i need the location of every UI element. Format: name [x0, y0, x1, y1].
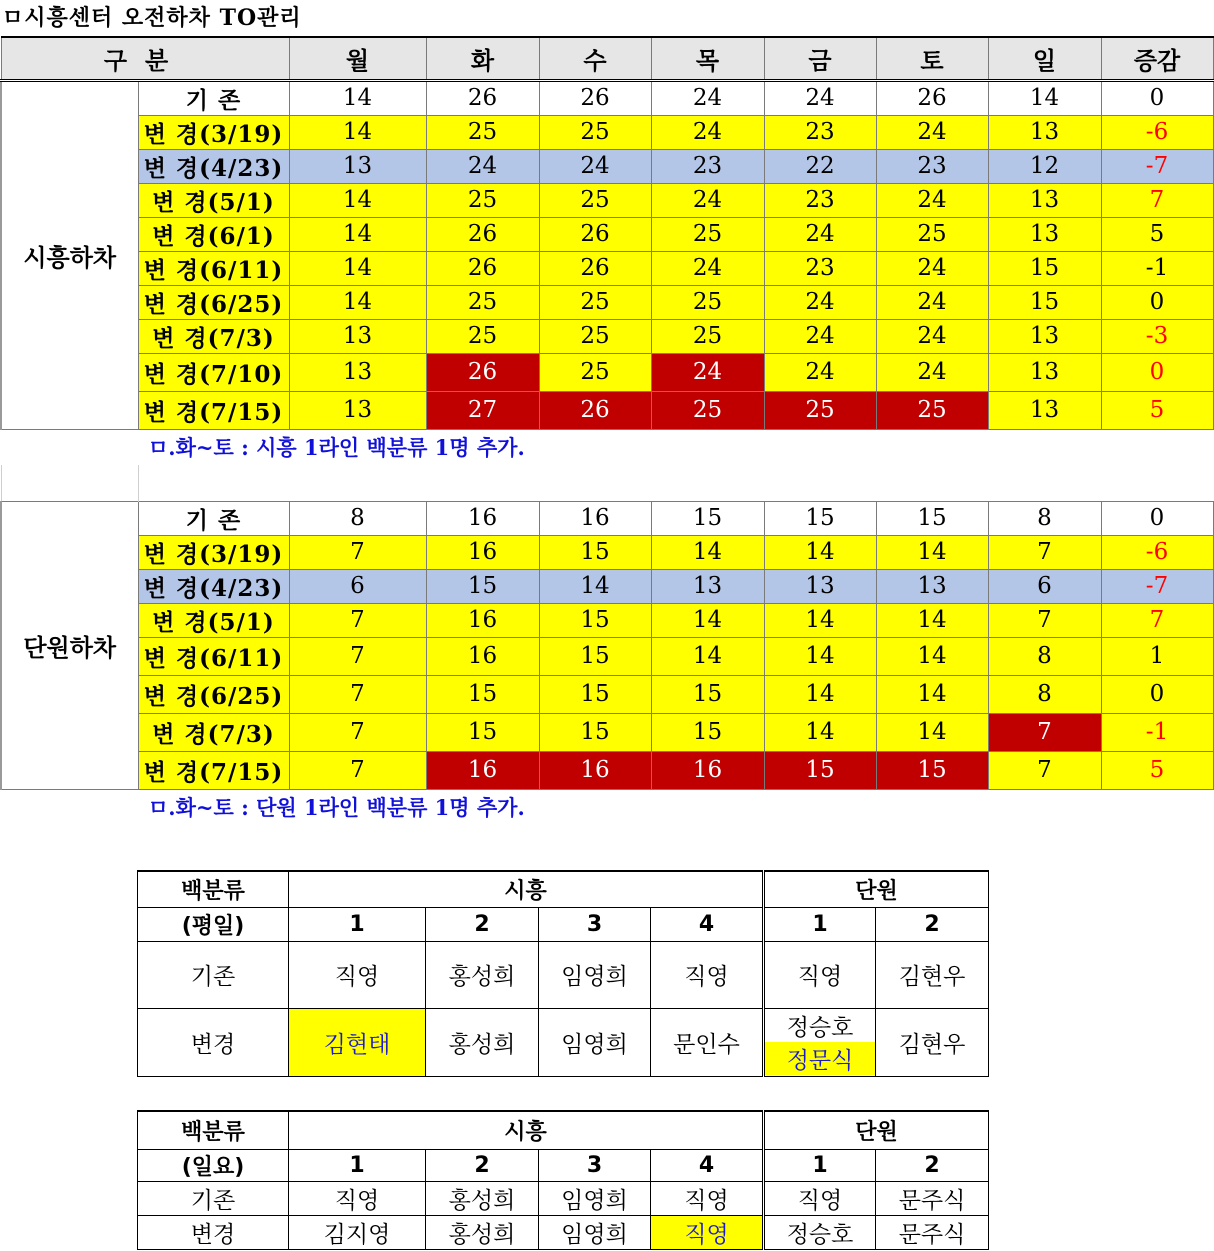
sunday-sorting-table [137, 1110, 989, 1250]
delta-cell: -6 [1101, 115, 1213, 149]
row-label: 변 경(7/10) [138, 353, 289, 391]
name-cell: 문주식 [876, 1215, 989, 1249]
table-row-highlighted [1, 391, 1213, 429]
table-row [138, 941, 989, 1008]
name-cell: 직영 [651, 941, 764, 1008]
delta-cell: -1 [1101, 713, 1213, 751]
value-cell: 15 [651, 713, 764, 751]
name-cell: 임영희 [539, 1181, 651, 1215]
value-cell: 13 [289, 319, 426, 353]
value-cell: 24 [764, 353, 876, 391]
group-label-siheung: 시흥하차 [1, 80, 138, 429]
line-number: 3 [539, 907, 651, 941]
name-cell: 임영희 [539, 1215, 651, 1249]
value-cell: 8 [988, 675, 1101, 713]
value-cell: 26 [426, 251, 539, 285]
table-row-highlighted [1, 353, 1213, 391]
value-cell: 15 [988, 251, 1101, 285]
row-label: 변 경(7/3) [138, 713, 289, 751]
row-label: 변 경(4/23) [138, 149, 289, 183]
header-day-sat: 토 [876, 37, 988, 80]
value-cell: 24 [876, 319, 988, 353]
value-cell: 15 [651, 501, 764, 535]
value-cell: 14 [289, 217, 426, 251]
value-cell: 25 [764, 391, 876, 429]
delta-cell: 0 [1101, 285, 1213, 319]
name-cell: 직영 [651, 1215, 764, 1249]
name-cell: 정승호 [786, 1015, 854, 1041]
name-cell: 문주식 [876, 1181, 989, 1215]
value-cell: 25 [539, 115, 651, 149]
value-cell: 7 [988, 751, 1101, 789]
value-cell: 14 [651, 535, 764, 569]
value-cell: 14 [289, 80, 426, 115]
value-cell: 13 [988, 391, 1101, 429]
value-cell: 14 [764, 603, 876, 637]
value-cell: 13 [876, 569, 988, 603]
value-cell: 23 [876, 149, 988, 183]
value-cell: 16 [426, 535, 539, 569]
value-cell: 24 [764, 319, 876, 353]
value-cell: 13 [988, 183, 1101, 217]
value-cell: 14 [651, 637, 764, 675]
value-cell: 24 [651, 80, 764, 115]
value-cell: 15 [876, 751, 988, 789]
delta-cell: 5 [1101, 751, 1213, 789]
value-cell: 7 [988, 535, 1101, 569]
delta-cell: 0 [1101, 501, 1213, 535]
value-cell: 15 [539, 637, 651, 675]
delta-cell: 1 [1101, 637, 1213, 675]
value-cell: 16 [426, 637, 539, 675]
delta-cell: -6 [1101, 535, 1213, 569]
value-cell: 23 [651, 149, 764, 183]
header-day-mon: 월 [289, 37, 426, 80]
name-cell: 임영희 [539, 941, 651, 1008]
table-row [138, 1008, 989, 1076]
table-head-line1: 백분류 [138, 871, 289, 907]
header-gubun: 구분 [1, 37, 289, 80]
value-cell: 14 [988, 80, 1101, 115]
value-cell: 26 [426, 80, 539, 115]
value-cell: 16 [426, 501, 539, 535]
value-cell: 14 [289, 183, 426, 217]
value-cell: 14 [764, 637, 876, 675]
value-cell: 24 [876, 115, 988, 149]
value-cell: 15 [426, 569, 539, 603]
value-cell: 24 [876, 353, 988, 391]
value-cell: 26 [539, 80, 651, 115]
table-row [138, 1181, 989, 1215]
table-row [1, 80, 1213, 115]
name-cell: 김현우 [876, 1008, 989, 1076]
value-cell: 16 [539, 501, 651, 535]
delta-cell: 7 [1101, 603, 1213, 637]
value-cell: 25 [426, 285, 539, 319]
value-cell: 7 [289, 675, 426, 713]
value-cell: 14 [289, 285, 426, 319]
value-cell: 24 [539, 149, 651, 183]
value-cell: 13 [289, 391, 426, 429]
note-row [1, 429, 1213, 465]
delta-cell: -7 [1101, 149, 1213, 183]
weekday-sorting-table [137, 870, 989, 1077]
value-cell: 14 [876, 675, 988, 713]
value-cell: 14 [289, 251, 426, 285]
delta-cell: 0 [1101, 353, 1213, 391]
row-label: 기 존 [138, 501, 289, 535]
value-cell: 24 [764, 80, 876, 115]
value-cell: 8 [988, 501, 1101, 535]
value-cell: 14 [764, 713, 876, 751]
value-cell: 25 [539, 285, 651, 319]
header-day-sun: 일 [988, 37, 1101, 80]
line-number: 1 [289, 1149, 426, 1181]
value-cell: 23 [764, 115, 876, 149]
row-label: 변 경(5/1) [138, 183, 289, 217]
value-cell: 7 [289, 637, 426, 675]
value-cell: 15 [539, 535, 651, 569]
page-title: ㅁ시흥센터 오전하차 TO관리 [2, 5, 302, 31]
value-cell: 14 [876, 535, 988, 569]
header-change: 증감 [1101, 37, 1213, 80]
value-cell: 24 [876, 183, 988, 217]
delta-cell: 0 [1101, 675, 1213, 713]
value-cell: 15 [764, 501, 876, 535]
value-cell: 14 [764, 675, 876, 713]
value-cell: 7 [289, 713, 426, 751]
group-head-siheung: 시흥 [289, 871, 764, 907]
line-number: 2 [426, 1149, 539, 1181]
delta-cell: -7 [1101, 569, 1213, 603]
table-row [138, 1215, 989, 1249]
table-row [1, 569, 1213, 603]
value-cell: 8 [289, 501, 426, 535]
value-cell: 25 [539, 353, 651, 391]
delta-cell: -3 [1101, 319, 1213, 353]
value-cell: 22 [764, 149, 876, 183]
value-cell: 25 [426, 319, 539, 353]
row-label: 변 경(6/1) [138, 217, 289, 251]
table-row [1, 149, 1213, 183]
group-head-danwon: 단원 [764, 1111, 989, 1149]
value-cell: 14 [876, 603, 988, 637]
value-cell: 15 [539, 603, 651, 637]
header-day-thu: 목 [651, 37, 764, 80]
row-label: 변 경(5/1) [138, 603, 289, 637]
value-cell: 13 [988, 217, 1101, 251]
name-cell: 임영희 [539, 1008, 651, 1076]
name-cell: 홍성희 [426, 1181, 539, 1215]
row-label: 기존 [138, 1181, 289, 1215]
value-cell: 25 [539, 183, 651, 217]
header-day-wed: 수 [539, 37, 651, 80]
header-day-fri: 금 [764, 37, 876, 80]
name-cell: 정문식 [765, 1042, 875, 1075]
value-cell: 24 [764, 285, 876, 319]
table-head-line1: 백분류 [138, 1111, 289, 1149]
value-cell: 15 [764, 751, 876, 789]
value-cell: 26 [876, 80, 988, 115]
value-cell: 13 [988, 115, 1101, 149]
table-head-line2: (일요) [138, 1149, 289, 1181]
value-cell: 14 [289, 115, 426, 149]
note-row [1, 789, 1213, 825]
row-label: 변 경(7/15) [138, 751, 289, 789]
name-cell: 직영 [764, 1181, 876, 1215]
row-label: 변경 [138, 1008, 289, 1076]
line-number: 2 [876, 907, 989, 941]
table-row [1, 535, 1213, 569]
value-cell: 25 [539, 319, 651, 353]
value-cell: 26 [539, 391, 651, 429]
value-cell: 24 [426, 149, 539, 183]
row-label: 기존 [138, 941, 289, 1008]
value-cell: 13 [289, 149, 426, 183]
value-cell: 14 [876, 637, 988, 675]
value-cell: 14 [764, 535, 876, 569]
row-label: 변 경(6/11) [138, 637, 289, 675]
table-row [1, 183, 1213, 217]
value-cell: 16 [539, 751, 651, 789]
value-cell: 23 [764, 251, 876, 285]
delta-cell: 5 [1101, 391, 1213, 429]
name-cell: 직영 [764, 941, 876, 1008]
row-label: 기 존 [138, 80, 289, 115]
value-cell: 15 [426, 675, 539, 713]
value-cell: 13 [651, 569, 764, 603]
name-cell: 직영 [289, 1181, 426, 1215]
value-cell: 13 [289, 353, 426, 391]
name-cell: 정승호 [764, 1215, 876, 1249]
table-row [1, 603, 1213, 637]
value-cell: 24 [651, 183, 764, 217]
siheung-note: ㅁ.화~토 : 시흥 1라인 백분류 1명 추가. [138, 429, 1213, 465]
value-cell: 7 [289, 535, 426, 569]
value-cell: 15 [651, 675, 764, 713]
table-row [1, 637, 1213, 675]
value-cell: 6 [988, 569, 1101, 603]
value-cell: 16 [426, 751, 539, 789]
value-cell: 25 [876, 217, 988, 251]
value-cell: 26 [539, 217, 651, 251]
value-cell: 13 [764, 569, 876, 603]
group-head-danwon: 단원 [764, 871, 989, 907]
table-row [1, 285, 1213, 319]
line-number: 2 [876, 1149, 989, 1181]
value-cell: 25 [651, 319, 764, 353]
line-number: 4 [651, 907, 764, 941]
name-cell: 김현우 [876, 941, 989, 1008]
table-row [1, 319, 1213, 353]
line-number: 3 [539, 1149, 651, 1181]
row-label: 변 경(7/15) [138, 391, 289, 429]
line-number: 1 [764, 1149, 876, 1181]
table-row [1, 251, 1213, 285]
table-row-highlighted [1, 751, 1213, 789]
value-cell: 26 [539, 251, 651, 285]
row-label: 변 경(6/25) [138, 285, 289, 319]
value-cell: 14 [876, 713, 988, 751]
table-head-line2: (평일) [138, 907, 289, 941]
row-label: 변 경(4/23) [138, 569, 289, 603]
value-cell: 25 [426, 183, 539, 217]
name-cell: 홍성희 [426, 1215, 539, 1249]
line-number: 4 [651, 1149, 764, 1181]
value-cell: 13 [988, 353, 1101, 391]
value-cell: 25 [651, 285, 764, 319]
value-cell: 25 [876, 391, 988, 429]
name-cell: 직영 [651, 1181, 764, 1215]
value-cell: 15 [426, 713, 539, 751]
name-cell: 홍성희 [426, 941, 539, 1008]
table-row [1, 217, 1213, 251]
value-cell: 26 [426, 353, 539, 391]
value-cell: 14 [651, 603, 764, 637]
value-cell: 15 [539, 713, 651, 751]
line-number: 1 [289, 907, 426, 941]
value-cell: 15 [988, 285, 1101, 319]
line-number: 2 [426, 907, 539, 941]
value-cell: 24 [764, 217, 876, 251]
row-label: 변경 [138, 1215, 289, 1249]
value-cell: 13 [988, 319, 1101, 353]
value-cell: 25 [651, 217, 764, 251]
name-cell: 문인수 [651, 1008, 764, 1076]
table-row [1, 675, 1213, 713]
value-cell: 25 [426, 115, 539, 149]
row-label: 변 경(7/3) [138, 319, 289, 353]
to-management-table [0, 36, 1214, 825]
table-row [1, 115, 1213, 149]
value-cell: 23 [764, 183, 876, 217]
value-cell: 24 [876, 251, 988, 285]
name-cell: 김지영 [289, 1215, 426, 1249]
value-cell: 7 [289, 603, 426, 637]
header-row [1, 37, 1213, 80]
value-cell: 24 [651, 115, 764, 149]
table-row [1, 501, 1213, 535]
value-cell: 12 [988, 149, 1101, 183]
value-cell: 8 [988, 637, 1101, 675]
row-label: 변 경(6/11) [138, 251, 289, 285]
value-cell: 7 [988, 603, 1101, 637]
name-cell-stacked [764, 1008, 876, 1076]
value-cell: 25 [651, 391, 764, 429]
value-cell: 24 [651, 251, 764, 285]
delta-cell: 0 [1101, 80, 1213, 115]
group-head-siheung: 시흥 [289, 1111, 764, 1149]
value-cell: 7 [988, 713, 1101, 751]
value-cell: 16 [651, 751, 764, 789]
value-cell: 15 [876, 501, 988, 535]
group-label-danwon: 단원하차 [1, 501, 138, 789]
name-cell: 김현태 [289, 1008, 426, 1076]
line-number: 1 [764, 907, 876, 941]
row-label: 변 경(3/19) [138, 535, 289, 569]
value-cell: 24 [876, 285, 988, 319]
delta-cell: 5 [1101, 217, 1213, 251]
value-cell: 27 [426, 391, 539, 429]
row-label: 변 경(3/19) [138, 115, 289, 149]
value-cell: 7 [289, 751, 426, 789]
name-cell: 홍성희 [426, 1008, 539, 1076]
delta-cell: -1 [1101, 251, 1213, 285]
table-row-highlighted [1, 713, 1213, 751]
header-day-tue: 화 [426, 37, 539, 80]
danwon-note: ㅁ.화~토 : 단원 1라인 백분류 1명 추가. [138, 789, 1213, 825]
value-cell: 6 [289, 569, 426, 603]
value-cell: 24 [651, 353, 764, 391]
value-cell: 26 [426, 217, 539, 251]
row-label: 변 경(6/25) [138, 675, 289, 713]
value-cell: 14 [539, 569, 651, 603]
value-cell: 16 [426, 603, 539, 637]
delta-cell: 7 [1101, 183, 1213, 217]
name-cell: 직영 [289, 941, 426, 1008]
value-cell: 15 [539, 675, 651, 713]
